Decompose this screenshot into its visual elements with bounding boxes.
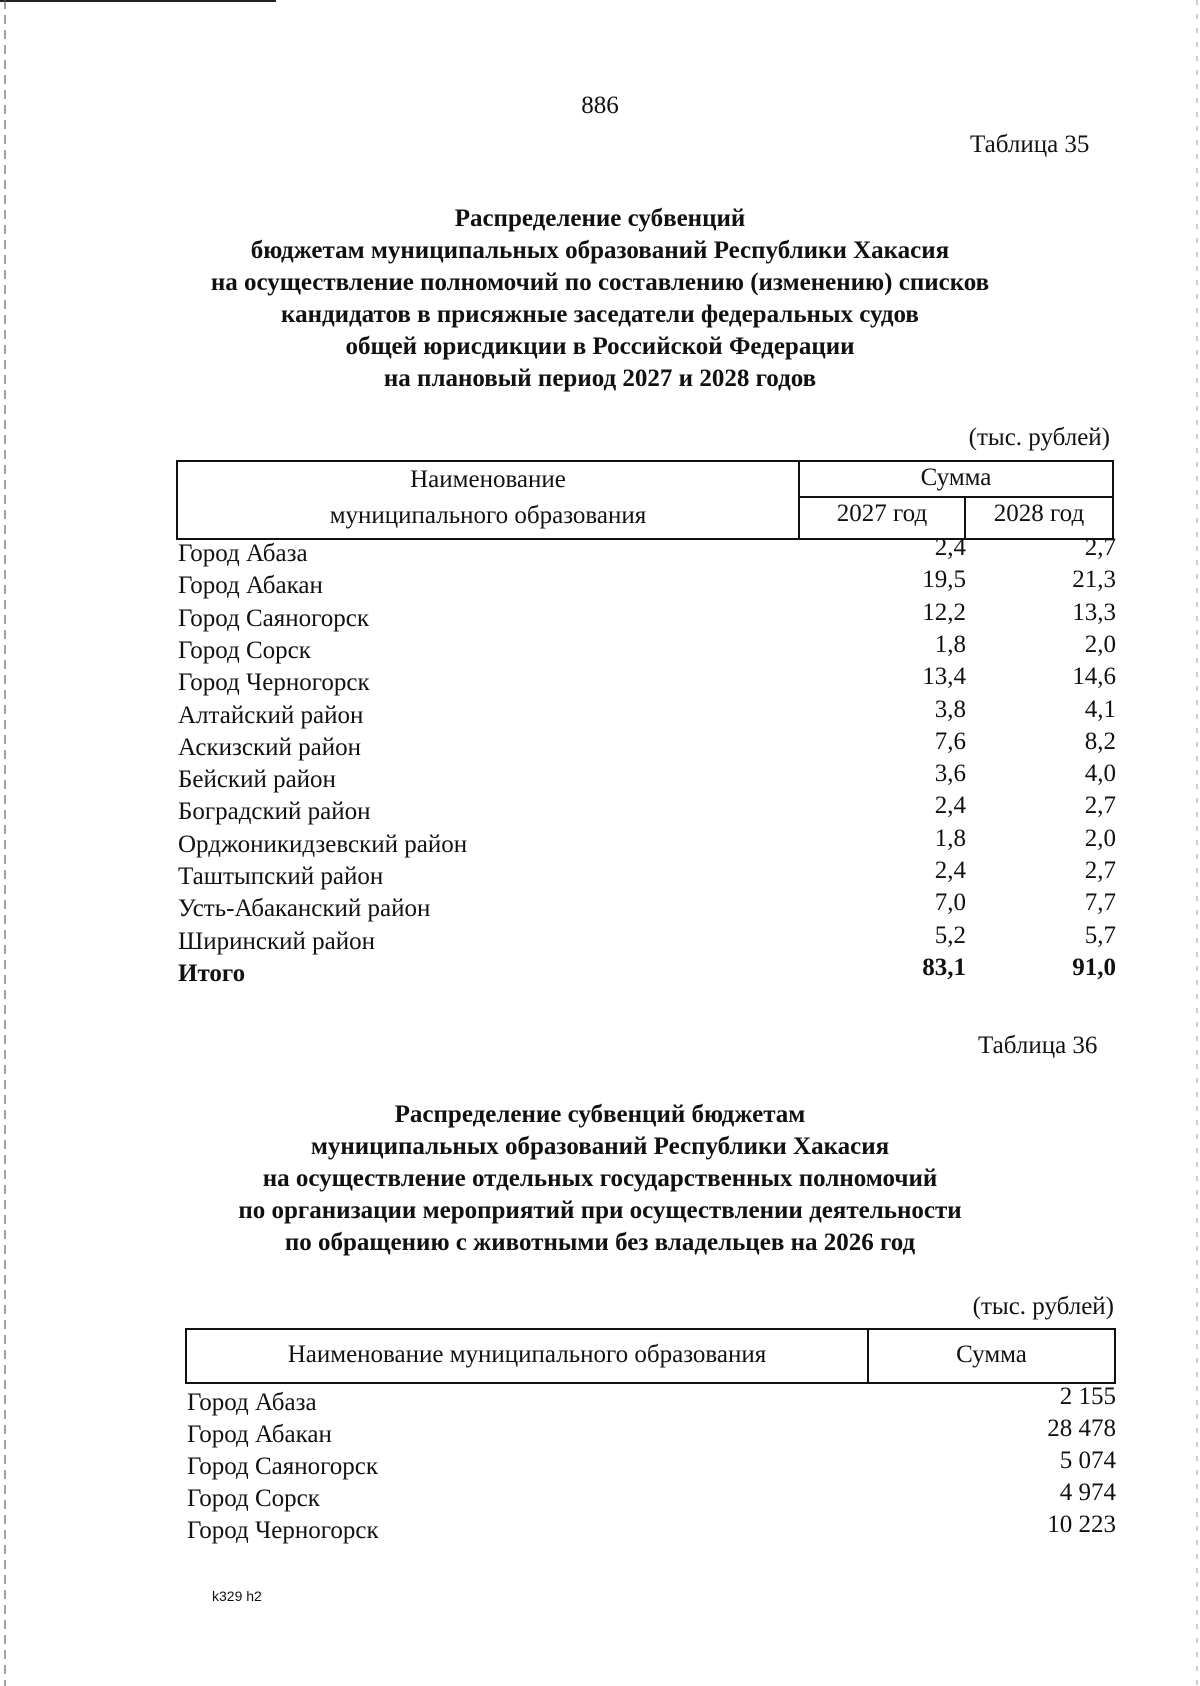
table35-label: Таблица 35 [970, 131, 1090, 158]
table35-row-name: Таштыпский район [178, 863, 384, 890]
table35-units: (тыс. рублей) [968, 424, 1110, 451]
table36-row-name: Город Сорск [187, 1485, 320, 1512]
table35-total-label: Итого [178, 960, 246, 987]
table35-value-2027: 7,0 [934, 889, 966, 916]
table35-title-line: на плановый период 2027 и 2028 годов [383, 365, 817, 392]
table35-header-year-2027: 2027 год [836, 500, 928, 527]
table36-row-name: Город Саяногорск [187, 1453, 379, 1480]
table36-units: (тыс. рублей) [972, 1293, 1114, 1320]
table35-title-line: кандидатов в присяжные заседатели федеральных судов [281, 301, 919, 328]
table35-row-name: Город Черногорск [178, 669, 370, 696]
table36-row-name: Город Абакан [187, 1421, 332, 1448]
table36-title-line: по организации мероприятий при осуществлении деятельности [238, 1197, 962, 1224]
table35-value-2028: 2,7 [1084, 534, 1116, 561]
table36-title-line: по обращению с животными без владельцев на 2026 год [284, 1229, 916, 1256]
table35-value-2028: 2,0 [1084, 825, 1116, 852]
table35-value-2028: 4,0 [1084, 760, 1116, 787]
table35-title-line: общей юрисдикции в Российской Федерации [345, 333, 855, 360]
table35-value-2027: 13,4 [922, 663, 966, 690]
table35-row-name: Город Сорск [178, 637, 311, 664]
page-number: 886 [581, 92, 619, 119]
table35-row-name: Город Абакан [178, 572, 323, 599]
table35-value-2027: 2,4 [934, 534, 966, 561]
table36-value: 10 223 [1047, 1511, 1116, 1538]
table35-value-2028: 2,7 [1084, 857, 1116, 884]
table35-value-2028: 2,7 [1084, 792, 1116, 819]
table35-row-name: Бейский район [178, 766, 336, 793]
table35-header-name-line2: муниципального образования [329, 502, 647, 529]
table35-title [0, 203, 1200, 395]
table35-value-2028: 21,3 [1072, 566, 1116, 593]
table35-value-2028: 2,0 [1084, 631, 1116, 658]
table36-header-sum: Сумма [956, 1341, 1027, 1368]
table35-value-2027: 7,6 [934, 728, 966, 755]
scan-edge-top [0, 0, 276, 2]
table36-value: 2 155 [1059, 1383, 1116, 1410]
table35-value-2027: 2,4 [934, 857, 966, 884]
table35-header [176, 460, 1114, 540]
table36-title-line: на осуществление отдельных государственных полномочий [262, 1165, 938, 1192]
table35-value-2028: 8,2 [1084, 728, 1116, 755]
table36-value: 5 074 [1059, 1447, 1116, 1474]
table35-value-2027: 3,8 [934, 696, 966, 723]
table35-title-line: на осуществление полномочий по составлению (изменению) списков [210, 269, 990, 296]
table35-value-2027: 1,8 [934, 825, 966, 852]
table35-value-2027: 3,6 [934, 760, 966, 787]
table36-title-line: муниципальных образований Республики Хакасия [310, 1133, 890, 1160]
table36-header [185, 1328, 1116, 1384]
table36-header-name: Наименование муниципального образования [287, 1341, 767, 1368]
table36-title-line: Распределение субвенций бюджетам [394, 1101, 806, 1128]
table35-header-sum: Сумма [920, 464, 992, 491]
table35-value-2028: 7,7 [1084, 889, 1116, 916]
table35-row-name: Аскизский район [178, 734, 362, 761]
table35-value-2027: 19,5 [922, 566, 966, 593]
table35-row-name: Город Саяногорск [178, 605, 370, 632]
footer-code: k329 h2 [212, 1588, 262, 1604]
table35-row-name: Усть-Абаканский район [178, 895, 431, 922]
table35-row-name: Город Абаза [178, 540, 308, 567]
table35-row-name: Орджоникидзевский район [178, 831, 468, 858]
table35-value-2028: 4,1 [1084, 696, 1116, 723]
table35-header-year-2028: 2028 год [993, 500, 1085, 527]
table36-value: 28 478 [1047, 1415, 1116, 1442]
table35-total-2027: 83,1 [922, 954, 966, 981]
table36-row-name: Город Черногорск [187, 1517, 379, 1544]
table35-value-2028: 13,3 [1072, 599, 1116, 626]
table36-title [0, 1099, 1200, 1259]
table35-title-line: Распределение субвенций [454, 205, 746, 232]
table35-row-name: Алтайский район [178, 702, 364, 729]
table36-label: Таблица 36 [978, 1032, 1098, 1059]
table35-row-name: Ширинский район [178, 928, 375, 955]
table35-value-2028: 14,6 [1072, 663, 1116, 690]
table35-value-2027: 12,2 [922, 599, 966, 626]
table35-value-2028: 5,7 [1084, 922, 1116, 949]
table35-value-2027: 1,8 [934, 631, 966, 658]
table35-value-2027: 5,2 [934, 922, 966, 949]
table35-header-name-line1: Наименование [410, 466, 566, 493]
table35-row-name: Боградский район [178, 798, 371, 825]
table36-row-name: Город Абаза [187, 1389, 317, 1416]
table36-value: 4 974 [1059, 1479, 1116, 1506]
table35-value-2027: 2,4 [934, 792, 966, 819]
table35-title-line: бюджетам муниципальных образований Республики Хакасия [250, 237, 950, 264]
table35-total-2028: 91,0 [1072, 954, 1116, 981]
